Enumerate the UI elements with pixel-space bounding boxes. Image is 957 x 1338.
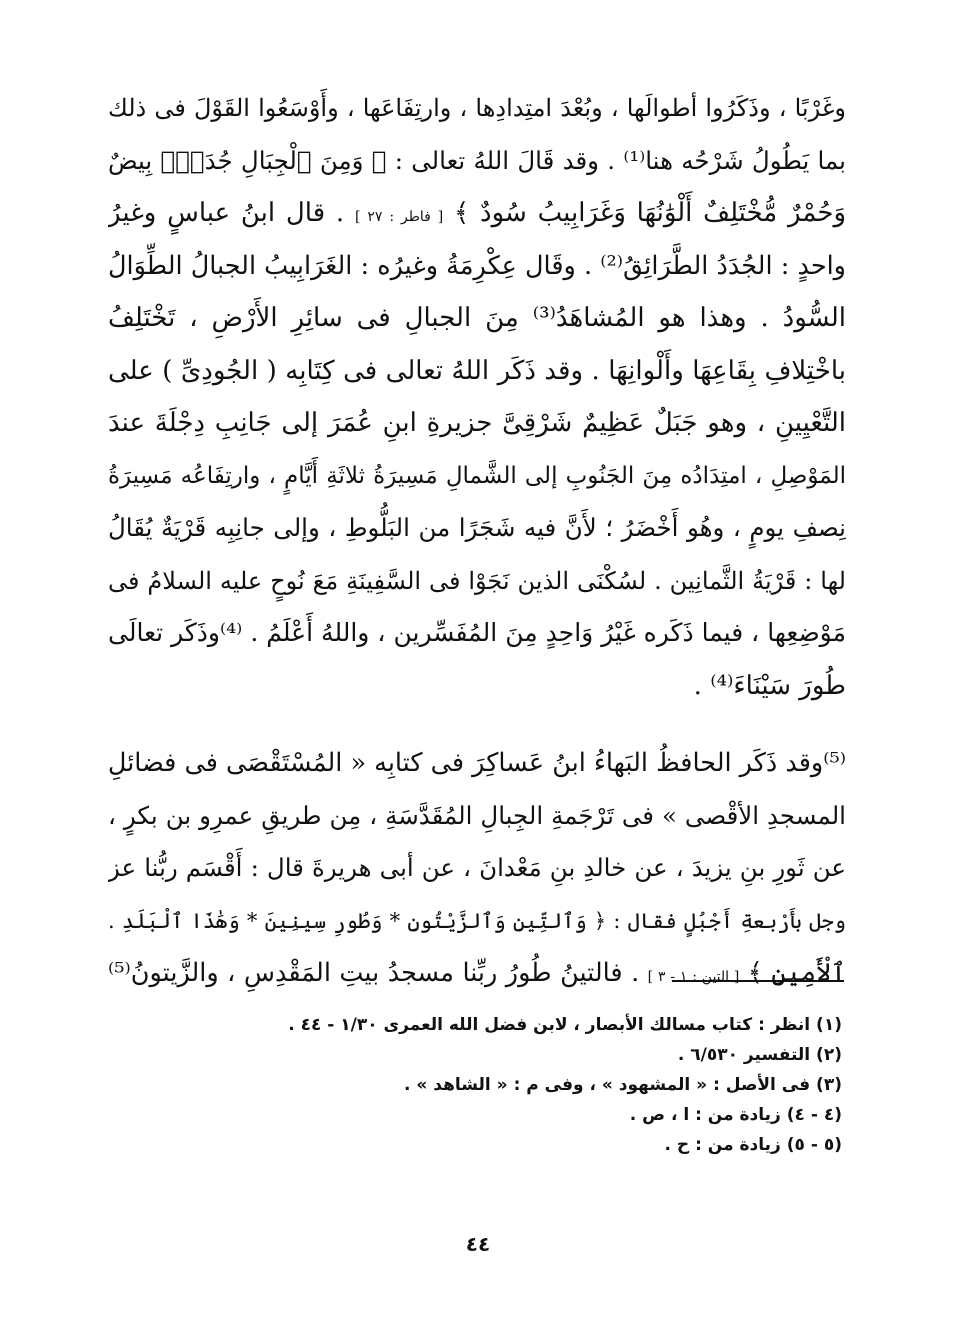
footnote-2: (٢) التفسير ٦/٥٣٠ . bbox=[677, 1045, 842, 1065]
text-line: عن ثَورِ بنِ يزيدَ ، عن خالدِ بنِ مَعْدانَ ، عن أبى هريرةَ قال : أَقْسَم ربُّنا عز bbox=[108, 853, 846, 882]
text-line: ٱلْأَمِينِ ﴾ [ التين : ١ - ٣ ] . فالتينُ طُورُ ربِّنا مسجدُ بيتِ المَقْدِسِ ، والزَّيتونُ⁽⁵⁾ bbox=[108, 958, 846, 988]
page-number: ٤٤ bbox=[465, 1232, 491, 1256]
text-line: نِصفِ يومٍ ، وهُو أَخْضَرُ ؛ لأَنَّ فيه شَجَرًا من البَلُّوطِ ، وإلى جانِبِه قَرْيَةٌ يُقَالُ bbox=[108, 513, 846, 542]
main-text bbox=[108, 82, 846, 1000]
footnotes bbox=[150, 1010, 842, 1160]
paragraph-2 bbox=[108, 737, 846, 1000]
paragraph-gap bbox=[108, 712, 846, 737]
text-line: وَحُمْرٌ مُّخْتَلِفٌ أَلْوَٰنُهَا وَغَرَابِيبُ سُودٌ ﴾ [ فاطر : ٢٧ ] . قال ابنُ عباسٍ وغيرُ bbox=[108, 198, 846, 228]
text-line: واحدٍ : الجُدَدُ الطَّرَائِقُ⁽²⁾ . وقَال عِكْرِمَةُ وغيرُه : الغَرَابِيبُ الجبالُ الطِّوَالُ bbox=[108, 250, 846, 281]
footnote-1: (١) انظر : كتاب مسالك الأبصار ، لابن فضل الله العمرى ١/٣٠ - ٤٤ . bbox=[288, 1015, 842, 1035]
text-line: التَّعْيِينِ ، وهو جَبَلٌ عَظِيمٌ شَرْقِىَّ جزيرةِ ابنِ عُمَرَ إلى جَانِبِ دِجْلَةَ عندَ bbox=[108, 408, 846, 438]
text-line: بما يَطُولُ شَرْحُه هنا⁽¹⁾ . وقد قَالَ اللهُ تعالى : ﴿ وَمِنَ ٱلْجِبَالِ جُدَدٌۢ بِيضٌ bbox=[108, 145, 846, 175]
text-line: طُورَ سَيْنَاءَ⁽⁴⁾ . bbox=[693, 670, 846, 701]
verse-reference: [ فاطر : ٢٧ ] bbox=[354, 209, 444, 225]
text-line: وجل بأَرْبعةِ أَجْبُلٍ فقال : ﴿ وَٱلتِّينِ وَٱلزَّيْتُونِ * وَطُورِ سِينِينَ * وَهَٰذَا ٱلْبَلَدِ . bbox=[108, 908, 846, 933]
paragraph-1 bbox=[108, 82, 846, 712]
text-line: المَوْصِلِ ، امتِدَادُه مِنَ الجَنُوبِ إلى الشَّمالِ مَسِيرَةُ ثلاثَةِ أَيَّامٍ ، وارتِفَاعُه مَسِيرَةُ bbox=[108, 462, 846, 489]
text-line: المسجدِ الأقْصى » فى تَرْجَمةِ الجِبالِ المُقَدَّسَةِ ، مِن طريقِ عمرِو بن بكرٍ ، bbox=[108, 800, 846, 830]
text-line: مَوْضِعِها ، فيما ذَكَره غَيْرُ وَاحِدٍ مِنَ المُفَسِّرين ، واللهُ أَعْلَمُ . ⁽⁴⁾وذَكَر تعالَى bbox=[108, 618, 846, 647]
footnote-3: (٣) فى الأصل : « المشهود » ، وفى م : « الشاهد » . bbox=[403, 1075, 842, 1095]
footnote-separator bbox=[672, 980, 844, 982]
text-line: لها : قَرْيَةُ الثَّمانِين . لسُكْنَى الذين نَجَوْا فى السَّفِينَةِ مَعَ نُوحٍ عليه السلامُ فى bbox=[108, 566, 846, 595]
text-line: وغَرْبًا ، وذَكَرُوا أطوالَها ، وبُعْدَ امتِدادِها ، وارتِفَاعَها ، وأَوْسَعُوا القَوْلَ فى ذلك bbox=[108, 94, 846, 122]
text-line: ⁽⁵⁾وقد ذَكَر الحافظُ البَهاءُ ابنُ عَساكِرَ فى كتابِه « المُسْتَقْصَى فى فضائلِ bbox=[108, 748, 846, 778]
text-line: السُّودُ . وهذا هو المُشاهَدُ⁽³⁾ مِنَ الجبالِ فى سائِرِ الأَرْضِ ، تَخْتَلِفُ bbox=[108, 303, 846, 333]
verse-reference: [ التين : ١ - ٣ ] bbox=[647, 969, 740, 985]
footnote-4: (٤ - ٤) زيادة من : ا ، ص . bbox=[629, 1105, 842, 1125]
footnote-5: (٥ - ٥) زيادة من : ح . bbox=[664, 1135, 842, 1155]
text-line: باخْتِلافِ بِقَاعِهَا وأَلْوانِهَا . وقد ذَكَر اللهُ تعالى فى كِتَابِه ( الجُودِىِّ ) على bbox=[108, 355, 846, 386]
